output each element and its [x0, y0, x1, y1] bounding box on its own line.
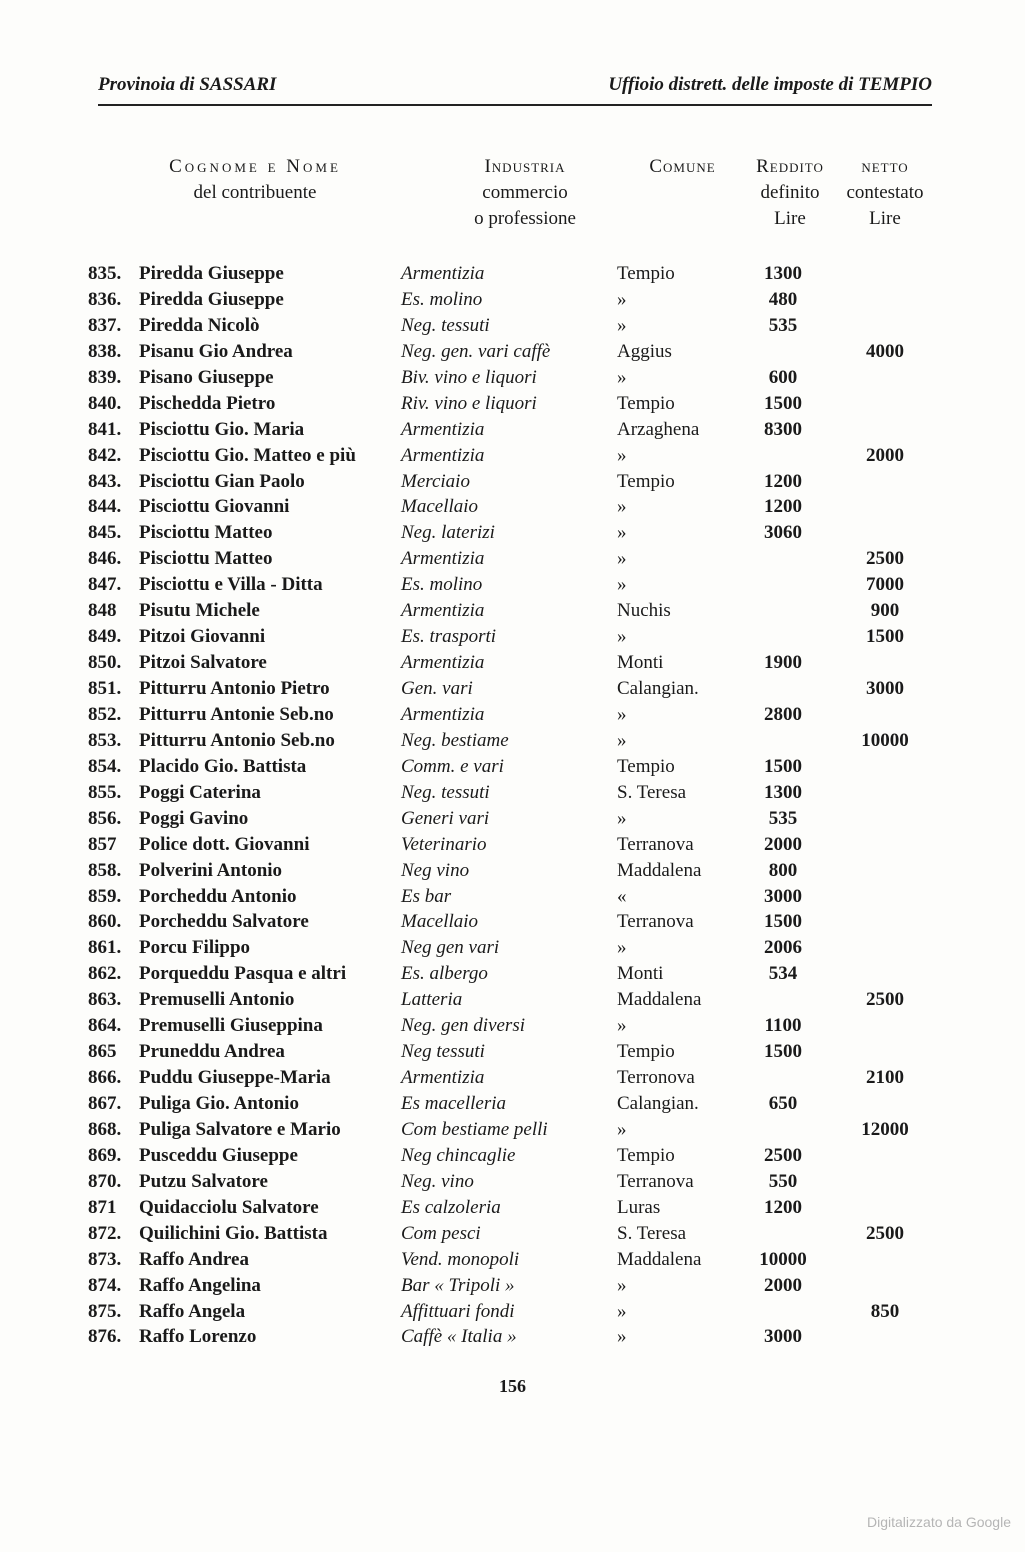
- income-definito: 2000: [764, 1274, 802, 1296]
- comune: Terronova: [617, 1067, 695, 1089]
- column-header-definito: definito: [760, 182, 820, 203]
- industry: Armentizia: [401, 1067, 485, 1089]
- taxpayer-name: Poggi Caterina: [139, 781, 261, 803]
- list-item: [88, 754, 938, 780]
- taxpayer-name: Pitturru Antonio Seb.no: [139, 729, 335, 751]
- entry-number: 871: [88, 1196, 117, 1218]
- comune: »: [617, 444, 627, 466]
- income-definito: 8300: [764, 418, 802, 440]
- income-contestato: 2100: [866, 1067, 904, 1089]
- entry-number: 863.: [88, 989, 122, 1011]
- comune: Maddalena: [617, 989, 702, 1011]
- list-item: [88, 546, 938, 572]
- industry: Armentizia: [401, 652, 485, 674]
- industry: Macellaio: [401, 496, 479, 518]
- entry-number: 875.: [88, 1300, 122, 1322]
- taxpayer-name: Premuselli Antonio: [139, 989, 295, 1011]
- column-header-reddito: [740, 154, 930, 232]
- entry-number: 864.: [88, 1015, 122, 1037]
- list-item: [88, 1065, 938, 1091]
- list-item: [88, 1221, 938, 1247]
- comune: Monti: [617, 963, 664, 985]
- list-item: [88, 1013, 938, 1039]
- industry: Es macelleria: [401, 1093, 507, 1114]
- comune: Luras: [617, 1196, 661, 1218]
- comune: »: [617, 288, 627, 310]
- column-header-comune: [630, 154, 735, 180]
- entry-number: 856.: [88, 807, 122, 829]
- header-rule: [98, 104, 932, 106]
- comune: «: [617, 885, 627, 907]
- taxpayer-name: Putzu Salvatore: [139, 1170, 268, 1192]
- income-definito: 1500: [764, 392, 802, 414]
- industry: Es. albergo: [401, 963, 488, 985]
- running-head: [98, 74, 932, 104]
- list-item: [88, 1247, 938, 1273]
- list-item: [88, 494, 938, 520]
- comune: Nuchis: [617, 600, 671, 622]
- column-header-industry-line2: commercio: [482, 182, 568, 203]
- comune: »: [617, 522, 627, 544]
- industry: Neg gen vari: [401, 937, 500, 959]
- list-item: [88, 598, 938, 624]
- industry: Es bar: [401, 885, 452, 907]
- entry-number: 843.: [88, 470, 122, 492]
- list-item: [88, 287, 938, 313]
- taxpayer-name: Pisano Giuseppe: [139, 366, 274, 388]
- taxpayer-name: Pitzoi Giovanni: [139, 626, 266, 648]
- taxpayer-name: Quidacciolu Salvatore: [139, 1196, 319, 1218]
- income-contestato: 850: [870, 1300, 900, 1322]
- entry-number: 849.: [88, 626, 122, 648]
- entry-number: 860.: [88, 911, 122, 933]
- industry: Veterinario: [401, 833, 487, 855]
- entry-number: 845.: [88, 522, 122, 544]
- industry: Es. molino: [401, 288, 483, 310]
- taxpayer-name: Pischedda Pietro: [139, 392, 276, 414]
- taxpayer-name: Pitzoi Salvatore: [139, 652, 267, 674]
- comune: Calangian.: [617, 1093, 699, 1114]
- entry-number: 838.: [88, 340, 122, 362]
- income-definito: 2006: [764, 937, 802, 959]
- entry-number: 876.: [88, 1326, 122, 1348]
- taxpayer-name: Porcheddu Salvatore: [139, 911, 309, 933]
- entry-number: 842.: [88, 444, 122, 466]
- entry-number: 851.: [88, 678, 122, 699]
- list-item: [88, 1143, 938, 1169]
- industry: Neg tessuti: [401, 1041, 485, 1063]
- income-definito: 480: [768, 288, 798, 310]
- taxpayer-name: Raffo Andrea: [139, 1248, 249, 1270]
- taxpayer-name: Pitturru Antonio Pietro: [139, 678, 330, 699]
- comune: »: [617, 1274, 627, 1296]
- income-definito: 3000: [764, 885, 802, 907]
- list-item: [88, 624, 938, 650]
- comune: Tempio: [617, 263, 675, 284]
- list-item: [88, 261, 938, 287]
- entry-number: 841.: [88, 418, 122, 440]
- entry-number: 872.: [88, 1222, 122, 1244]
- list-item: [88, 1039, 938, 1065]
- income-definito: 1900: [764, 652, 802, 674]
- income-definito: 2000: [764, 833, 802, 855]
- list-item: [88, 1169, 938, 1195]
- taxpayer-name: Pusceddu Giuseppe: [139, 1144, 298, 1166]
- comune: »: [617, 548, 627, 570]
- taxpayer-name: Pisciottu Matteo: [139, 548, 273, 570]
- taxpayer-name: Pisciottu Gio. Matteo e più: [139, 444, 356, 466]
- column-header-industry: [440, 154, 610, 232]
- list-item: [88, 313, 938, 339]
- column-header-lire-contestato: Lire: [869, 208, 901, 229]
- industry: Neg vino: [401, 859, 470, 881]
- column-header-reddito-title: Reddito: [756, 156, 824, 177]
- industry: Armentizia: [401, 444, 485, 466]
- taxpayer-name: Puliga Salvatore e Mario: [139, 1118, 341, 1140]
- comune: Tempio: [617, 392, 675, 414]
- industry: Es calzoleria: [401, 1196, 501, 1218]
- list-item: [88, 1091, 938, 1117]
- industry: Generi vari: [401, 807, 490, 829]
- income-definito: 550: [768, 1170, 798, 1192]
- entry-number: 844.: [88, 496, 122, 518]
- column-header-name-title: Cognome e Nome: [169, 156, 341, 177]
- taxpayer-name: Pisanu Gio Andrea: [139, 340, 293, 362]
- taxpayer-name: Puddu Giuseppe-Maria: [139, 1067, 331, 1089]
- entry-number: 847.: [88, 574, 122, 596]
- industry: Biv. vino e liquori: [401, 366, 537, 388]
- industry: Latteria: [401, 989, 463, 1011]
- income-contestato: 2500: [866, 548, 904, 570]
- comune: Tempio: [617, 470, 675, 492]
- list-item: [88, 909, 938, 935]
- taxpayer-name: Police dott. Giovanni: [139, 833, 310, 855]
- entry-number: 857: [88, 833, 117, 855]
- income-definito: 1200: [764, 470, 802, 492]
- column-header-contestato: contestato: [846, 182, 924, 203]
- industry: Neg. bestiame: [401, 729, 509, 751]
- column-header-name: [130, 154, 380, 206]
- entry-number: 865: [88, 1041, 117, 1063]
- comune: Aggius: [617, 340, 672, 362]
- income-definito: 1500: [764, 911, 802, 933]
- entry-number: 853.: [88, 729, 122, 751]
- comune: »: [617, 807, 627, 829]
- list-item: [88, 365, 938, 391]
- column-header-industry-title: Industria: [484, 156, 566, 177]
- taxpayer-name: Porcheddu Antonio: [139, 885, 297, 907]
- income-definito: 1200: [764, 496, 802, 518]
- running-head-province: Provinoia di SASSARI: [98, 74, 277, 95]
- income-contestato: 2500: [866, 989, 904, 1011]
- income-definito: 1500: [764, 1041, 802, 1063]
- income-definito: 3060: [764, 522, 802, 544]
- page-number: 156: [499, 1376, 526, 1396]
- industry: Caffè « Italia »: [401, 1326, 517, 1348]
- income-definito: 10000: [759, 1248, 807, 1270]
- industry: Armentizia: [401, 703, 485, 725]
- list-item: [88, 1324, 938, 1350]
- comune: S. Teresa: [617, 1222, 687, 1244]
- comune: Monti: [617, 652, 664, 674]
- list-item: [88, 780, 938, 806]
- entry-number: 874.: [88, 1274, 122, 1296]
- comune: »: [617, 496, 627, 518]
- list-item: [88, 1195, 938, 1221]
- entry-number: 873.: [88, 1248, 122, 1270]
- comune: Tempio: [617, 1041, 675, 1063]
- income-definito: 535: [768, 807, 798, 829]
- taxpayer-name: Raffo Angelina: [139, 1274, 261, 1296]
- digitization-watermark: Digitalizzato da Google: [867, 1514, 1011, 1530]
- list-item: [88, 443, 938, 469]
- industry: Neg. vino: [401, 1170, 474, 1192]
- income-definito: 1100: [764, 1015, 802, 1037]
- industry: Gen. vari: [401, 678, 473, 699]
- entry-number: 839.: [88, 366, 122, 388]
- income-definito: 800: [768, 859, 798, 881]
- comune: »: [617, 366, 627, 388]
- list-item: [88, 1117, 938, 1143]
- income-definito: 1300: [764, 263, 802, 284]
- industry: Merciaio: [401, 470, 470, 492]
- industry: Neg. gen diversi: [401, 1015, 526, 1037]
- comune: Maddalena: [617, 1248, 702, 1270]
- comune: Calangian.: [617, 678, 699, 699]
- column-header-industry-line3: o professione: [474, 208, 576, 229]
- comune: »: [617, 1300, 627, 1322]
- list-item: [88, 520, 938, 546]
- list-item: [88, 832, 938, 858]
- industry: Armentizia: [401, 418, 485, 440]
- industry: Neg. tessuti: [401, 781, 490, 803]
- income-definito: 2500: [764, 1144, 802, 1166]
- list-item: [88, 935, 938, 961]
- comune: Arzaghena: [617, 418, 700, 440]
- income-definito: 1200: [764, 1196, 802, 1218]
- comune: »: [617, 574, 627, 596]
- taxpayer-name: Pisciottu e Villa - Ditta: [139, 574, 323, 596]
- comune: Maddalena: [617, 859, 702, 881]
- income-definito: 534: [768, 963, 798, 985]
- taxpayer-list: [88, 261, 938, 1350]
- income-contestato: 900: [870, 600, 900, 622]
- entry-number: 835.: [88, 263, 122, 284]
- industry: Macellaio: [401, 911, 479, 933]
- taxpayer-name: Puliga Gio. Antonio: [139, 1093, 299, 1114]
- list-item: [88, 961, 938, 987]
- industry: Bar « Tripoli »: [401, 1274, 515, 1296]
- industry: Com bestiame pelli: [401, 1118, 548, 1140]
- income-contestato: 4000: [866, 340, 904, 362]
- income-definito: 1300: [764, 781, 802, 803]
- running-head-office: Uffioio distrett. delle imposte di TEMPIO: [608, 74, 932, 95]
- income-contestato: 12000: [861, 1118, 909, 1140]
- list-item: [88, 676, 938, 702]
- income-definito: 650: [768, 1093, 798, 1114]
- income-contestato: 3000: [866, 678, 904, 699]
- income-contestato: 10000: [861, 729, 909, 751]
- entry-number: 837.: [88, 314, 122, 336]
- industry: Es. molino: [401, 574, 483, 596]
- industry: Neg. laterizi: [401, 522, 495, 544]
- entry-number: 859.: [88, 885, 122, 907]
- comune: »: [617, 937, 627, 959]
- list-item: [88, 702, 938, 728]
- industry: Armentizia: [401, 600, 485, 622]
- comune: Terranova: [617, 911, 694, 933]
- entry-number: 850.: [88, 652, 122, 674]
- column-header-netto-title: netto: [861, 156, 909, 177]
- income-definito: 535: [768, 314, 798, 336]
- list-item: [88, 806, 938, 832]
- comune: Terranova: [617, 833, 694, 855]
- comune: Tempio: [617, 755, 675, 777]
- industry: Com pesci: [401, 1222, 481, 1244]
- industry: Neg. gen. vari caffè: [401, 340, 551, 362]
- comune: »: [617, 703, 627, 725]
- list-item: [88, 572, 938, 598]
- list-item: [88, 391, 938, 417]
- taxpayer-name: Quilichini Gio. Battista: [139, 1222, 328, 1244]
- taxpayer-name: Premuselli Giuseppina: [139, 1015, 323, 1037]
- entry-number: 862.: [88, 963, 122, 985]
- entry-number: 858.: [88, 859, 122, 881]
- column-header-comune-title: Comune: [649, 156, 716, 177]
- comune: Tempio: [617, 1144, 675, 1166]
- list-item: [88, 884, 938, 910]
- column-header-lire-definito: Lire: [774, 208, 806, 229]
- industry: Neg chincaglie: [401, 1144, 516, 1166]
- column-header-name-subtitle: del contribuente: [193, 182, 317, 203]
- entry-number: 869.: [88, 1144, 122, 1166]
- entry-number: 868.: [88, 1118, 122, 1140]
- entry-number: 840.: [88, 392, 122, 414]
- comune: Terranova: [617, 1170, 694, 1192]
- taxpayer-name: Placido Gio. Battista: [139, 755, 307, 777]
- entry-number: 861.: [88, 937, 122, 959]
- comune: »: [617, 1015, 627, 1037]
- list-item: [88, 650, 938, 676]
- taxpayer-name: Porcu Filippo: [139, 937, 251, 959]
- taxpayer-name: Raffo Lorenzo: [139, 1326, 257, 1348]
- entry-number: 836.: [88, 288, 122, 310]
- entry-number: 870.: [88, 1170, 122, 1192]
- list-item: [88, 987, 938, 1013]
- industry: Riv. vino e liquori: [401, 392, 537, 414]
- list-item: [88, 469, 938, 495]
- entry-number: 852.: [88, 703, 122, 725]
- list-item: [88, 728, 938, 754]
- income-definito: 600: [768, 366, 798, 388]
- income-contestato: 2500: [866, 1222, 904, 1244]
- entry-number: 855.: [88, 781, 122, 803]
- industry: Armentizia: [401, 548, 485, 570]
- list-item: [88, 417, 938, 443]
- entry-number: 866.: [88, 1067, 122, 1089]
- industry: Armentizia: [401, 263, 485, 284]
- entry-number: 848: [88, 600, 117, 622]
- comune: »: [617, 314, 627, 336]
- industry: Comm. e vari: [401, 755, 504, 777]
- comune: »: [617, 1118, 627, 1140]
- entry-number: 867.: [88, 1093, 122, 1114]
- taxpayer-name: Pisciottu Gian Paolo: [139, 470, 305, 492]
- taxpayer-name: Piredda Giuseppe: [139, 263, 284, 284]
- comune: »: [617, 1326, 627, 1348]
- list-item: [88, 1299, 938, 1325]
- industry: Neg. tessuti: [401, 314, 490, 336]
- taxpayer-name: Raffo Angela: [139, 1300, 246, 1322]
- taxpayer-name: Polverini Antonio: [139, 859, 283, 881]
- list-item: [88, 339, 938, 365]
- income-contestato: 1500: [866, 626, 904, 648]
- taxpayer-name: Pitturru Antonie Seb.no: [139, 703, 334, 725]
- taxpayer-name: Porqueddu Pasqua e altri: [139, 963, 347, 985]
- industry: Vend. monopoli: [401, 1248, 520, 1270]
- taxpayer-name: Piredda Nicolò: [139, 314, 260, 336]
- comune: S. Teresa: [617, 781, 687, 803]
- industry: Es. trasporti: [401, 626, 497, 648]
- taxpayer-name: Pisutu Michele: [139, 600, 260, 622]
- list-item: [88, 1273, 938, 1299]
- taxpayer-name: Pruneddu Andrea: [139, 1041, 285, 1063]
- taxpayer-name: Piredda Giuseppe: [139, 288, 284, 310]
- comune: »: [617, 729, 627, 751]
- entry-number: 846.: [88, 548, 122, 570]
- income-definito: 1500: [764, 755, 802, 777]
- income-definito: 3000: [764, 1326, 802, 1348]
- taxpayer-name: Pisciottu Giovanni: [139, 496, 290, 518]
- income-definito: 2800: [764, 703, 802, 725]
- taxpayer-name: Pisciottu Gio. Maria: [139, 418, 305, 440]
- income-contestato: 2000: [866, 444, 904, 466]
- income-contestato: 7000: [866, 574, 904, 596]
- list-item: [88, 858, 938, 884]
- taxpayer-name: Poggi Gavino: [139, 807, 249, 829]
- taxpayer-name: Pisciottu Matteo: [139, 522, 273, 544]
- comune: »: [617, 626, 627, 648]
- industry: Affittuari fondi: [401, 1300, 515, 1322]
- entry-number: 854.: [88, 755, 122, 777]
